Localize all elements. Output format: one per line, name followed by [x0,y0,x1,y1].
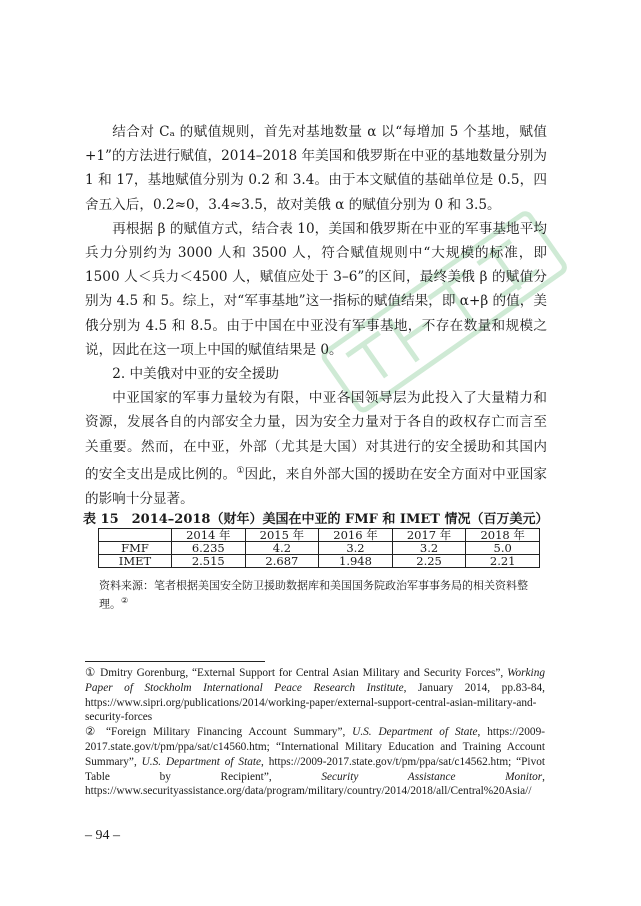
paragraph-text: 因此，来自外部大国的援助在安全方面对中亚国家的影响十分显著。 [85,466,547,507]
footnote-source-title: U.S. Department of State [141,755,262,768]
table-cell: 2.687 [245,555,319,568]
table-cell: 3.2 [392,542,466,555]
paragraph-text: 中亚国家的军事力量较为有限，中亚各国领导层为此投入了大量精力和资源，发展各自的内部安全力量，因为安全力量对于各自的政权存亡而言至关重要。然而，在中亚，外部（尤其是大国）对其进行的安全援助和其国内的安全支出是成比例的。 [85,390,547,483]
table-cell: 4.2 [245,542,319,555]
row-label: FMF [99,542,172,555]
table-cell: 6.235 [172,542,246,555]
footnote-source-title: U.S. Department of State [352,726,478,739]
table-header-cell: 2018 年 [466,529,540,542]
footnote-link-text[interactable]: , https://www.securityassistance.org/data/program/military/country/2014/2018/all/Central%20Asia// [85,770,545,798]
footnote-text: “Foreign Military Financing Account Summary”, [99,726,353,739]
source-text: 资料来源：笔者根据美国安全防卫援助数据库和美国国务院政治军事事务局的相关资料整理。 [99,579,528,611]
table-cell: 5.0 [466,542,540,555]
paragraph [85,386,547,511]
table-header-cell: 2014 年 [172,529,246,542]
page-number: – 94 – [85,828,120,843]
table-cell: 3.2 [319,542,393,555]
footnote-divider [85,661,265,662]
footnote-link-text[interactable]: , https://2009-2017.state.gov/t/pm/ppa/sat/c14560.htm; “International Military Education and Training Account Summary”, [85,726,545,768]
footnote-ref[interactable]: ① [236,465,245,476]
table-header-cell: 2017 年 [392,529,466,542]
paragraph: 结合对 Cₐ 的赋值规则，首先对基地数量 α 以“每增加 5 个基地，赋值 +1”的方法进行赋值，2014–2018 年美国和俄罗斯在中亚的基地数量分别为 1 和 17，基地赋值分别为 0.2 和 3.4。由于本文赋值的基础单位是 0.5，四舍五入后，0.2≈0，3.4≈3.5，故对美俄 α 的赋值分别为 0 和 3.5。 [85,124,547,213]
table-source-note [99,578,541,612]
table-cell: 1.948 [319,555,393,568]
main-text [85,120,547,511]
data-table [98,528,540,568]
footnote-ref[interactable]: ② [121,596,129,605]
table-header-cell: 2015 年 [245,529,319,542]
table-header-cell: 2016 年 [319,529,393,542]
table-header-row [99,529,540,542]
footnote-1 [85,666,545,725]
section-heading: 2. 中美俄对中亚的安全援助 [112,366,280,383]
footnote-source-title: Working Paper of Stockholm International Peace Research Institute [85,667,545,694]
footnote-source-title: Security Assistance Monitor [321,770,543,783]
footnote-link-text[interactable]: , January 2014, pp.83-84, https://www.sipri.org/publications/2014/working-paper/external-support-central-asian-military-and-security-forces [85,681,545,724]
table-row [99,542,540,555]
footnote-2 [85,725,545,799]
table-corner-cell [99,529,172,542]
table-caption: 表 15 2014–2018（财年）美国在中亚的 FMF 和 IMET 情况（百万美元） [83,512,549,527]
footnote-link-text[interactable]: , https://2009-2017.state.gov/t/pm/ppa/sat/c14562.htm; “Pivot Table by Recipient”, [85,755,545,783]
footnote-marker: ② [85,726,100,739]
row-label: IMET [99,555,172,568]
table-row [99,555,540,568]
footnotes [85,666,545,799]
footnote-marker: ① [85,667,97,679]
table-cell: 2.515 [172,555,246,568]
footnote-text: Dmitry Gorenburg, “External Support for Central Asian Military and Security Forces”, [96,667,508,679]
table-cell: 2.25 [392,555,466,568]
paragraph: 再根据 β 的赋值方式，结合表 10，美国和俄罗斯在中亚的军事基地平均兵力分别约为 3000 人和 3500 人，符合赋值规则中“大规模的标准，即 1500 人＜兵力＜4500 人，赋值应处于 3–6”的区间，最终美俄 β 的赋值分别为 4.5 和 5。综上，对“军事基地”这一指标的赋值结果，即 α+β 的值，美俄分别为 4.5 和 8.5。由于中国在中亚没有军事基地，不存在数量和规模之说，因此在这一项上中国的赋值结果是 0。 [85,220,547,358]
table-cell: 2.21 [466,555,540,568]
